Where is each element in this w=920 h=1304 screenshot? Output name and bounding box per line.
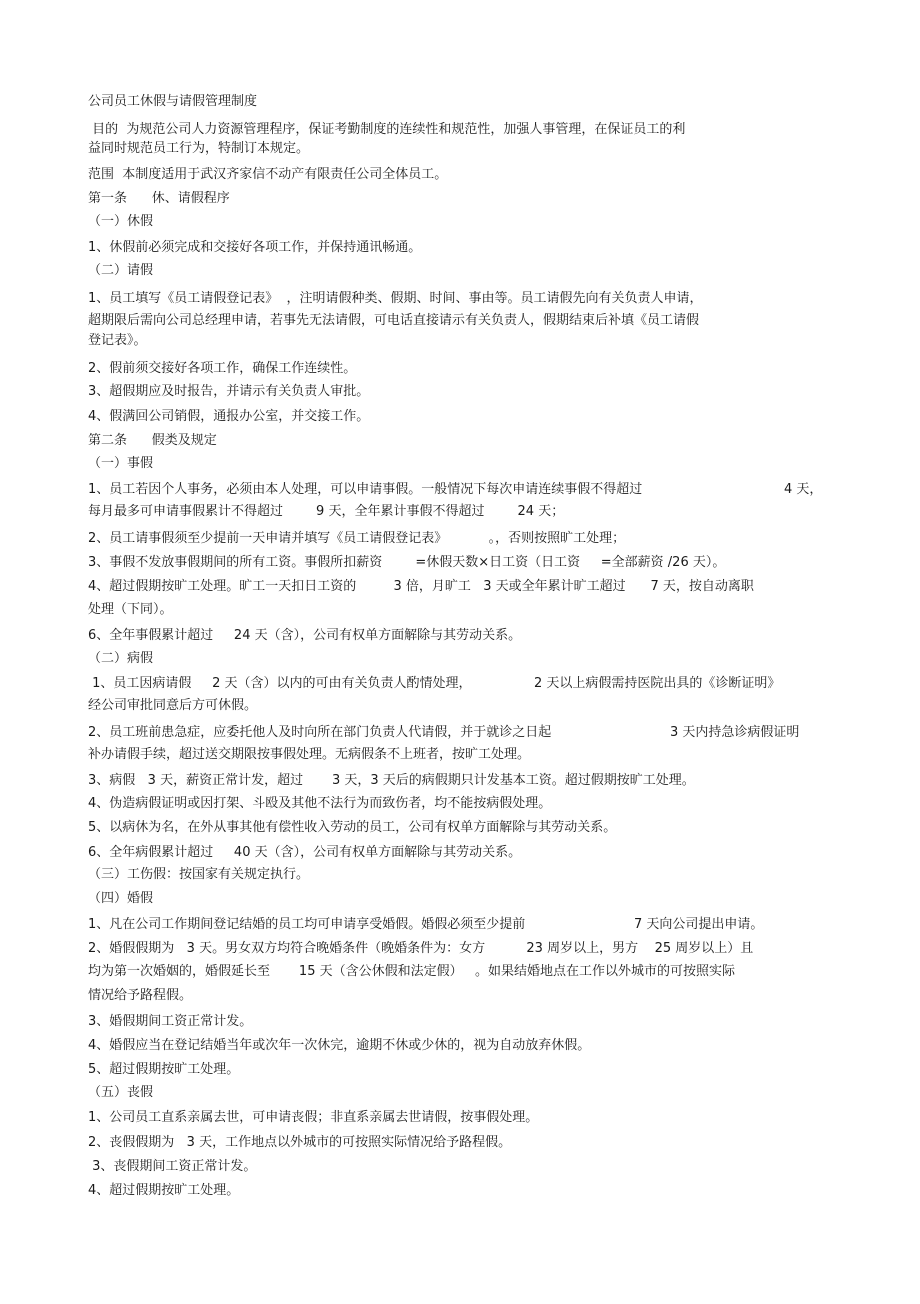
article-heading: 第二条 假类及规定 (88, 433, 217, 448)
section-heading: （一）事假 (88, 456, 154, 471)
purpose-line: 目的 为规范公司人力资源管理程序，保证考勤制度的连续性和规范性，加强人事管理，在保证员工的利 (88, 122, 686, 137)
paragraph-line: 4、假满回公司销假，通报办公室，并交接工作。 (88, 409, 370, 424)
document-title: 公司员工休假与请假管理制度 (88, 94, 258, 109)
paragraph-line: 1、员工若因个人事务，必须由本人处理，可以申请事假。一般情况下每次申请连续事假不得超过 (88, 482, 643, 497)
paragraph-line: 4、超过假期按旷工处理。旷工一天扣日工资的 3 倍，月旷工 3 天或全年累计旷工超过 7 天，按自动离职 (88, 579, 754, 594)
paragraph-line: 3 天内持急诊病假证明 (670, 725, 800, 740)
purpose-line: 益同时规范员工行为，特制订本规定。 (88, 141, 310, 156)
section-heading: （三）工伤假：按国家有关规定执行。 (88, 867, 310, 882)
paragraph-line: 2、丧假假期为 3 天，工作地点以外城市的可按照实际情况给予路程假。 (88, 1135, 512, 1150)
section-heading: （五）丧假 (88, 1085, 154, 1100)
paragraph-line: 2、假前须交接好各项工作，确保工作连续性。 (88, 361, 357, 376)
paragraph-line: 1、休假前必须完成和交接好各项工作，并保持通讯畅通。 (88, 240, 422, 255)
paragraph-line: 登记表》。 (88, 333, 147, 348)
paragraph-line: 3、超假期应及时报告，并请示有关负责人审批。 (88, 384, 370, 399)
section-heading: （二）病假 (88, 651, 154, 666)
paragraph-line: 2、员工请事假须至少提前一天申请并填写《员工请假登记表》 。，否则按照旷工处理； (88, 531, 626, 546)
paragraph-line: 2、员工班前患急症，应委托他人及时向所在部门负责人代请假，并于就诊之日起 (88, 725, 552, 740)
paragraph-line: 4、伪造病假证明或因打架、斗殴及其他不法行为而致伤者，均不能按病假处理。 (88, 796, 552, 811)
paragraph-line: 补办请假手续，超过送交期限按事假处理。无病假条不上班者，按旷工处理。 (88, 747, 531, 762)
paragraph-line: 7 天向公司提出申请。 (634, 917, 764, 932)
paragraph-line: 1、员工填写《员工请假登记表》 ，注明请假种类、假期、时间、事由等。员工请假先向有关负责人申请， (88, 291, 703, 306)
paragraph-line: 1、公司员工直系亲属去世，可申请丧假；非直系亲属去世请假，按事假处理。 (88, 1110, 539, 1125)
paragraph-line: 4 天， (784, 482, 823, 497)
paragraph-line: 4、超过假期按旷工处理。 (88, 1183, 240, 1198)
section-heading: （一）休假 (88, 214, 154, 229)
paragraph-line: 均为第一次婚姻的，婚假延长至 15 天（含公休假和法定假） 。如果结婚地点在工作以外城市的可按照实际 (88, 964, 735, 979)
section-heading: （四）婚假 (88, 891, 154, 906)
paragraph-line: 超期限后需向公司总经理申请，若事先无法请假，可电话直接请示有关负责人，假期结束后补填《员工请假 (88, 313, 700, 328)
paragraph-line: 经公司审批同意后方可休假。 (88, 698, 258, 713)
paragraph-line: 6、全年事假累计超过 24 天（含），公司有权单方面解除与其劳动关系。 (88, 628, 522, 643)
scope-line: 范围 本制度适用于武汉齐家信不动产有限责任公司全体员工。 (88, 167, 448, 182)
article-heading: 第一条 休、请假程序 (88, 191, 230, 206)
paragraph-line: 6、全年病假累计超过 40 天（含），公司有权单方面解除与其劳动关系。 (88, 845, 522, 860)
paragraph-line: 处理（下同）。 (88, 602, 173, 617)
paragraph-line: 1、凡在公司工作期间登记结婚的员工均可申请享受婚假。婚假必须至少提前 (88, 917, 526, 932)
paragraph-line: 3、事假不发放事假期间的所有工资。事假所扣薪资 =休假天数×日工资（日工资 =全部薪资 /26 天）。 (88, 555, 726, 570)
paragraph-line: 2 天以上病假需持医院出具的《诊断证明》 (534, 676, 781, 691)
paragraph-line: 情况给予路程假。 (88, 988, 193, 1003)
paragraph-line: 3、丧假期间工资正常计发。 (88, 1159, 257, 1174)
paragraph-line: 3、病假 3 天，薪资正常计发，超过 3 天，3 天后的病假期只计发基本工资。超过假期按旷工处理。 (88, 773, 695, 788)
paragraph-line: 3、婚假期间工资正常计发。 (88, 1014, 253, 1029)
paragraph-line: 5、以病休为名，在外从事其他有偿性收入劳动的员工，公司有权单方面解除与其劳动关系。 (88, 820, 617, 835)
section-heading: （二）请假 (88, 263, 154, 278)
paragraph-line: 2、婚假假期为 3 天。男女双方均符合晚婚条件（晚婚条件为：女方 23 周岁以上，男方 25 周岁以上）且 (88, 941, 754, 956)
paragraph-line: 每月最多可申请事假累计不得超过 9 天，全年累计事假不得超过 24 天； (88, 504, 565, 519)
paragraph-line: 5、超过假期按旷工处理。 (88, 1062, 240, 1077)
paragraph-line: 4、婚假应当在登记结婚当年或次年一次休完，逾期不休或少休的，视为自动放弃休假。 (88, 1038, 591, 1053)
paragraph-line: 1、员工因病请假 2 天（含）以内的可由有关负责人酌情处理， (88, 676, 472, 691)
